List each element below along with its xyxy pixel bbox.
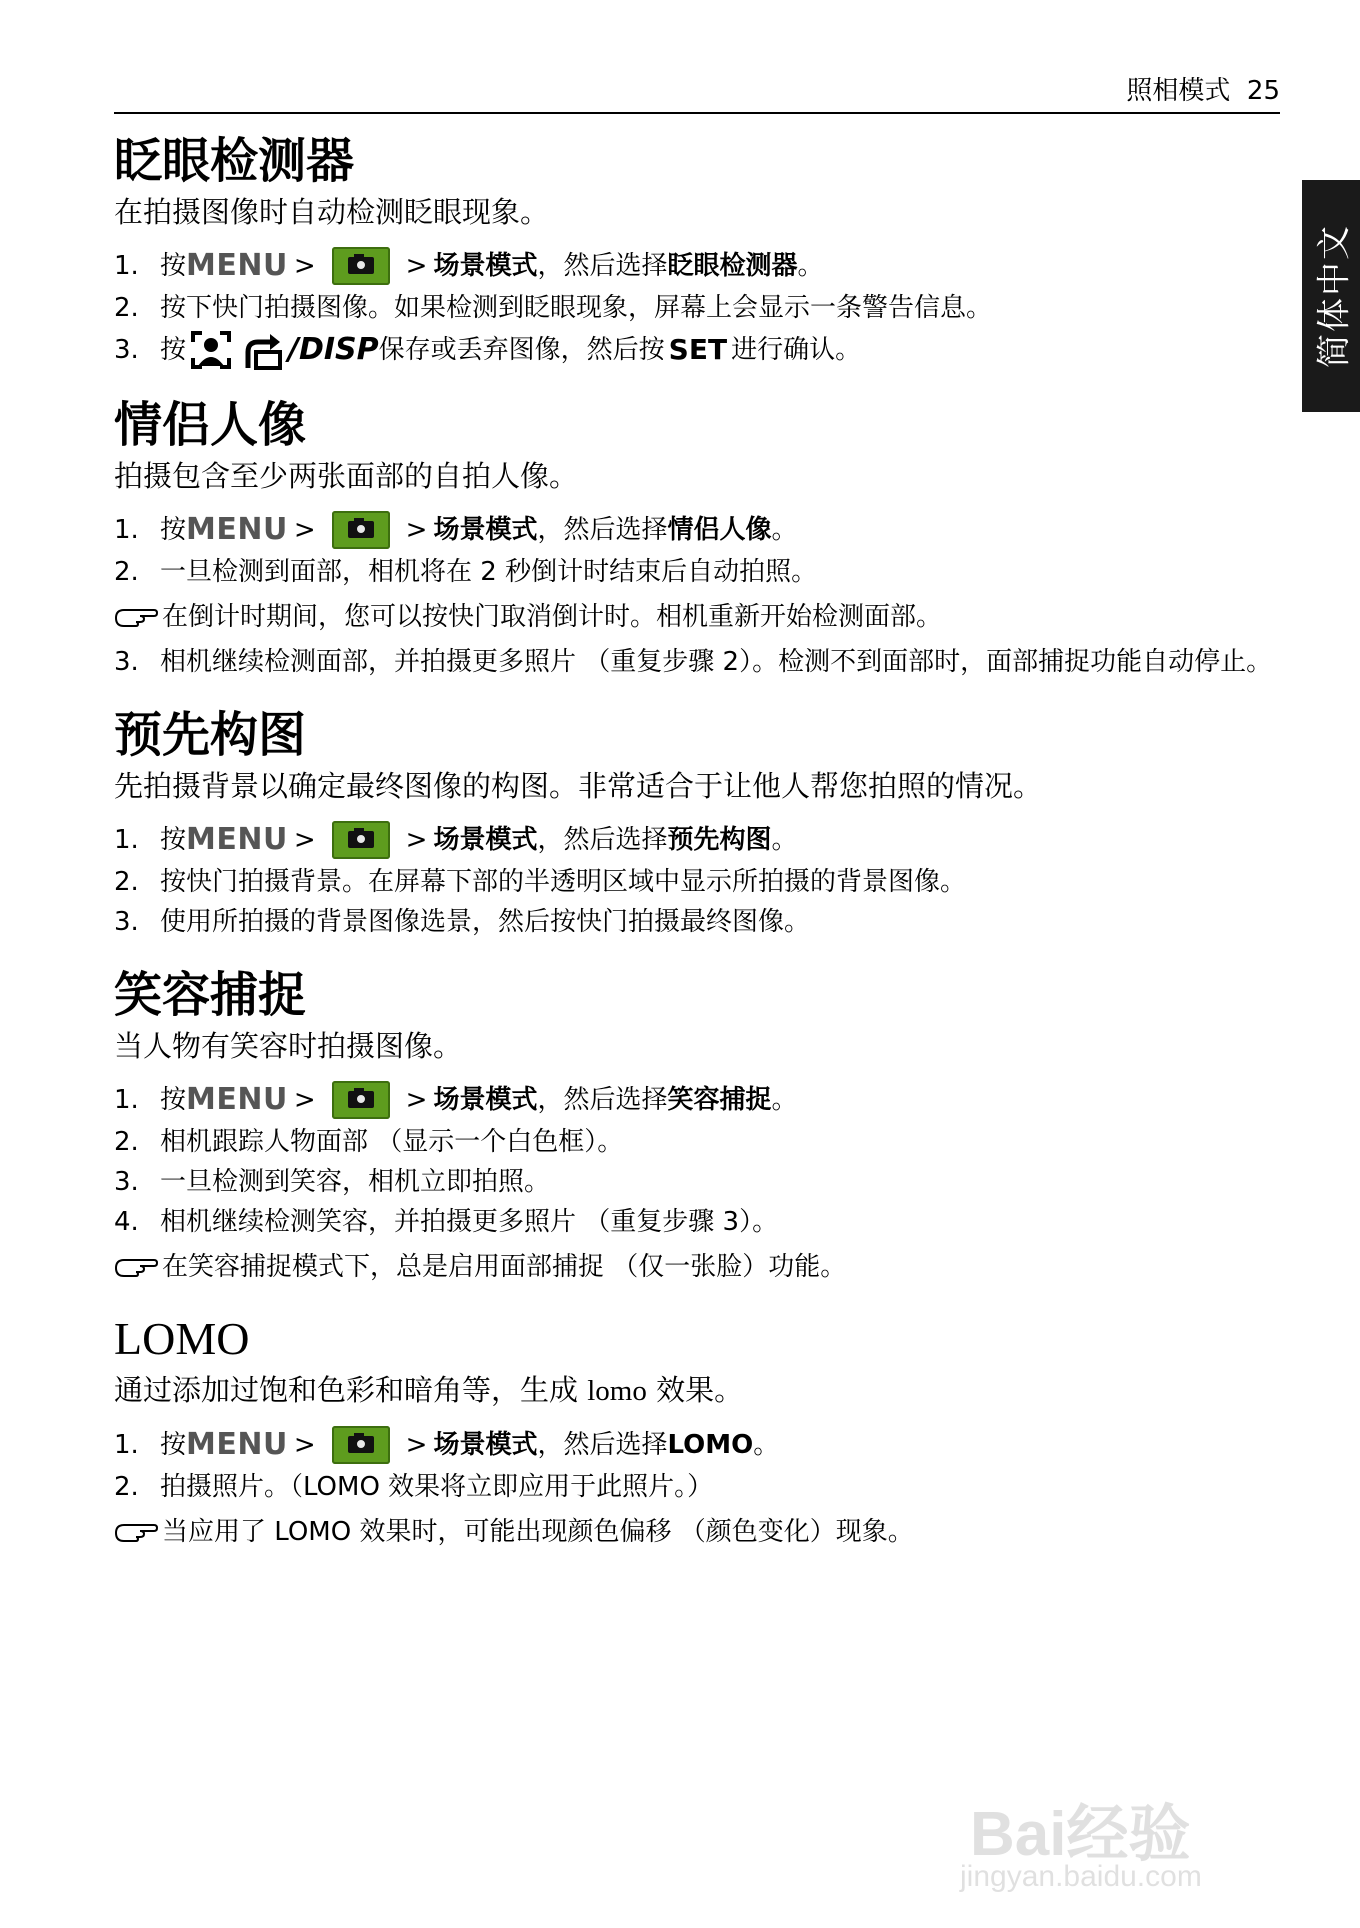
scene-mode-label: 场景模式 [433, 825, 538, 855]
step-text: 相机继续检测面部，并拍摄更多照片 （重复步骤 2）。检测不到面部时，面部捕捉功能自动停止。 [160, 647, 1273, 677]
set-key: SET [668, 333, 728, 366]
disp-key: /DISP [288, 332, 379, 367]
menu-key: MENU [186, 512, 288, 547]
language-tab-label: 简体中文 [1314, 224, 1355, 368]
step [114, 288, 1280, 328]
step [114, 862, 1280, 902]
then-select: ，然后选择 [537, 825, 668, 855]
section-blink [114, 130, 1280, 372]
then-select: ，然后选择 [537, 251, 668, 281]
step-text: 拍摄照片。（LOMO 效果将立即应用于此照片。） [160, 1472, 714, 1502]
note-hand-icon [114, 598, 162, 628]
step [114, 1202, 1280, 1242]
camera-icon [332, 511, 390, 549]
then-select: ，然后选择 [537, 515, 668, 545]
desc-text: 通过添加过饱和色彩和暗角等，生成 [114, 1373, 588, 1407]
then-select: ，然后选择 [537, 1085, 668, 1115]
header-chapter: 照相模式 [1126, 76, 1231, 106]
scene-mode-label: 场景模式 [433, 251, 538, 281]
section-desc: 在拍摄图像时自动检测眨眼现象。 [114, 195, 550, 229]
target-mode: 情侣人像 [667, 515, 772, 545]
section-smile [114, 964, 1280, 1286]
section-title: 眨眼检测器 [114, 133, 355, 189]
scene-mode-label: 场景模式 [433, 1085, 538, 1115]
step-text: 一旦检测到面部，相机将在 2 秒倒计时结束后自动拍照。 [160, 557, 818, 587]
arrow: > [293, 1085, 316, 1115]
target-mode: LOMO [667, 1430, 754, 1460]
desc-text: 效果。 [646, 1373, 744, 1407]
step-number: 4. [114, 1207, 139, 1237]
step-number: 3. [114, 647, 139, 677]
step-number: 2. [114, 557, 139, 587]
press-label: 按 [160, 515, 187, 545]
camera-icon [332, 821, 390, 859]
then-select: ，然后选择 [537, 1430, 668, 1460]
camera-icon [332, 1081, 390, 1119]
note-hand-icon [114, 1513, 162, 1543]
step [114, 642, 1280, 682]
target-mode: 预先构图 [667, 825, 772, 855]
step: 1. 按 MENU > > 场景模式 ，然后选择 笑容捕捉 。 [114, 1078, 1280, 1122]
step-number: 1. [114, 1430, 139, 1460]
step [114, 1122, 1280, 1162]
press-label: 按 [160, 1430, 187, 1460]
step [114, 328, 1280, 372]
press-label: 按 [160, 251, 187, 281]
page-content [114, 130, 1280, 1573]
step-text: 使用所拍摄的背景图像选景，然后按快门拍摄最终图像。 [160, 907, 811, 937]
arrow: > [293, 251, 316, 281]
step-text: 一旦检测到笑容，相机立即拍照。 [160, 1167, 551, 1197]
step-number: 2. [114, 867, 139, 897]
press-label: 按 [160, 825, 187, 855]
return-icon [240, 330, 284, 370]
step-text: 按快门拍摄背景。在屏幕下部的半透明区域中显示所拍摄的背景图像。 [160, 867, 967, 897]
watermark-logo: Bai经验 [970, 1800, 1191, 1869]
note-text: 在倒计时期间，您可以按快门取消倒计时。相机重新开始检测面部。 [162, 602, 943, 632]
watermark-url: jingyan.baidu.com [960, 1860, 1202, 1893]
arrow: > [405, 251, 428, 281]
desc-latin: lomo [587, 1375, 647, 1407]
section-lomo [114, 1308, 1280, 1551]
menu-key: MENU [186, 1427, 288, 1462]
menu-key: MENU [186, 1082, 288, 1117]
section-desc: 先拍摄背景以确定最终图像的构图。非常适合于让他人帮您拍照的情况。 [114, 769, 1043, 803]
section-desc [114, 1370, 1280, 1411]
note-hand-icon [114, 1248, 162, 1278]
language-tab [1302, 180, 1360, 412]
page-header [114, 76, 1280, 114]
arrow: > [405, 1085, 428, 1115]
step-text: 按下快门拍摄图像。如果检测到眨眼现象，屏幕上会显示一条警告信息。 [160, 293, 993, 323]
step-number: 1. [114, 1085, 139, 1115]
arrow: > [293, 515, 316, 545]
step-number: 2. [114, 1127, 139, 1157]
note [114, 1248, 1280, 1286]
arrow: > [405, 1430, 428, 1460]
arrow: > [293, 1430, 316, 1460]
arrow: > [405, 825, 428, 855]
camera-icon [332, 1426, 390, 1464]
note-text: 当应用了 LOMO 效果时，可能出现颜色偏移 （颜色变化）现象。 [162, 1517, 914, 1547]
note [114, 598, 1280, 636]
step: 1. 按 MENU > > 场景模式 ，然后选择 预先构图 。 [114, 818, 1280, 862]
press-label: 按 [160, 335, 187, 365]
step-text: 相机跟踪人物面部 （显示一个白色框）。 [160, 1127, 624, 1157]
step-number: 2. [114, 1472, 139, 1502]
page-number: 25 [1246, 76, 1280, 106]
scene-mode-label: 场景模式 [433, 515, 538, 545]
press-label: 按 [160, 1085, 187, 1115]
step-number: 3. [114, 1167, 139, 1197]
section-desc: 当人物有笑容时拍摄图像。 [114, 1029, 463, 1063]
section-desc: 拍摄包含至少两张面部的自拍人像。 [114, 459, 579, 493]
face-detect-icon [190, 330, 232, 370]
step-number: 1. [114, 251, 139, 281]
step: 1. 按 MENU > > 场景模式 ，然后选择 眨眼检测器 。 [114, 244, 1280, 288]
step [114, 1162, 1280, 1202]
step [114, 552, 1280, 592]
step [114, 902, 1280, 942]
step [114, 1467, 1280, 1507]
arrow: > [405, 515, 428, 545]
target-mode: 笑容捕捉 [667, 1085, 772, 1115]
step: 1. 按 MENU > > 场景模式 ，然后选择 情侣人像 。 [114, 508, 1280, 552]
section-couple [114, 394, 1280, 682]
step-number: 3. [114, 907, 139, 937]
menu-key: MENU [186, 248, 288, 283]
note-text: 在笑容捕捉模式下，总是启用面部捕捉 （仅一张脸）功能。 [162, 1252, 847, 1282]
header-title [1126, 76, 1280, 106]
camera-icon [332, 247, 390, 285]
section-preframe [114, 704, 1280, 942]
section-title: LOMO [114, 1313, 250, 1364]
menu-key: MENU [186, 822, 288, 857]
target-mode: 眨眼检测器 [667, 251, 798, 281]
step-number: 1. [114, 515, 139, 545]
arrow: > [293, 825, 316, 855]
step-number: 3. [114, 335, 139, 365]
step-text: 相机继续检测笑容，并拍摄更多照片 （重复步骤 3）。 [160, 1207, 779, 1237]
step-text: 保存或丢弃图像，然后按 [378, 335, 665, 365]
step-number: 1. [114, 825, 139, 855]
note [114, 1513, 1280, 1551]
section-title: 情侣人像 [114, 397, 307, 453]
step: 1. 按 MENU > > 场景模式 ，然后选择 LOMO 。 [114, 1423, 1280, 1467]
watermark [960, 1760, 1280, 1900]
section-title: 预先构图 [114, 707, 307, 763]
step-number: 2. [114, 293, 139, 323]
step-text: 进行确认。 [731, 335, 862, 365]
section-title: 笑容捕捉 [114, 967, 307, 1023]
scene-mode-label: 场景模式 [433, 1430, 538, 1460]
